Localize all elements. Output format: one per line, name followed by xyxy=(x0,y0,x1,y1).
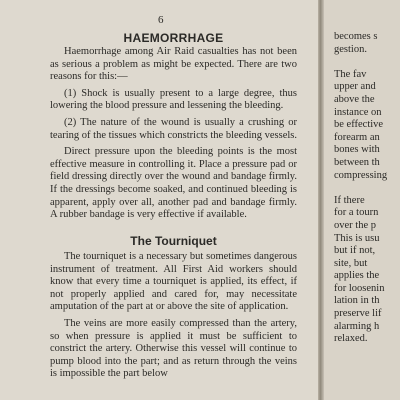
page-title: HAEMORRHAGE xyxy=(123,31,224,45)
section-heading-tourniquet: The Tourniquet xyxy=(130,234,217,248)
text-line: but if not, xyxy=(334,245,376,257)
text-line: over the p xyxy=(334,219,376,231)
text-line: between th xyxy=(334,156,380,168)
tourniquet-paragraph: The tourniquet is a necessary but sometimes dangerous instrument of treatment. All First Aid workers should know that every time a tourniquet is applied, its effect, if not properly applied and cared for, may necessitate amputation of the part at or above the site of application. xyxy=(50,251,297,313)
text-line: This is usu xyxy=(334,232,380,244)
right-page xyxy=(324,0,400,400)
text-line xyxy=(334,56,400,69)
pressure-paragraph: Direct pressure upon the bleeding points is the most effective measure in controlling it. Place a pressure pad or field dressing directly over the wound and bandage firmly. If the dressings become soaked, and continued bleeding is apparent, apply over all, another pad and bandage firmly. A rubber bandage is very effective if available. xyxy=(50,146,297,221)
text-line: alarming h xyxy=(334,320,380,332)
text-line: becomes s xyxy=(334,31,378,42)
text-line: site, but xyxy=(334,257,368,269)
intro-paragraph: Haemorrhage among Air Raid casualties has not been as serious a problem as might be expected. There are two reasons for this:— xyxy=(50,46,297,83)
text-line: applies the xyxy=(334,270,380,282)
text-line: lation in th xyxy=(334,295,380,307)
reason-1-paragraph: (1) Shock is usually present to a large degree, thus lowering the blood pressure and lessening the bleeding. xyxy=(50,87,297,112)
text-line xyxy=(334,182,400,195)
text-line: instance on xyxy=(334,106,382,118)
tourniquet-section xyxy=(50,251,297,385)
haemorrhage-section xyxy=(50,46,297,226)
text-line: bones with xyxy=(334,144,380,156)
text-line: The fav xyxy=(334,68,367,80)
text-line: preserve lif xyxy=(334,308,382,320)
text-line: If there xyxy=(334,194,365,206)
text-line: above the xyxy=(334,93,375,105)
text-line: be effective xyxy=(334,119,384,131)
text-line: forearm an xyxy=(334,131,380,143)
veins-paragraph: The veins are more easily compressed than the artery, so when pressure is applied it must be sufficient to constrict the artery. Otherwise this vessel will continue to pump blood into the part; and as return through the veins is impossible the part below xyxy=(50,317,297,380)
text-line: relaxed. xyxy=(334,333,368,345)
text-line: gestion. xyxy=(334,43,367,55)
text-line: compressing xyxy=(334,169,388,181)
page-number: 6 xyxy=(158,14,164,26)
text-line: for a tourn xyxy=(334,207,379,219)
text-line: upper and xyxy=(334,81,376,93)
reason-2-paragraph: (2) The nature of the wound is usually a crushing or tearing of the tissues which constricts the bleeding vessels. xyxy=(50,116,297,141)
right-page-text xyxy=(334,31,400,346)
text-line: for loosenin xyxy=(334,282,385,294)
